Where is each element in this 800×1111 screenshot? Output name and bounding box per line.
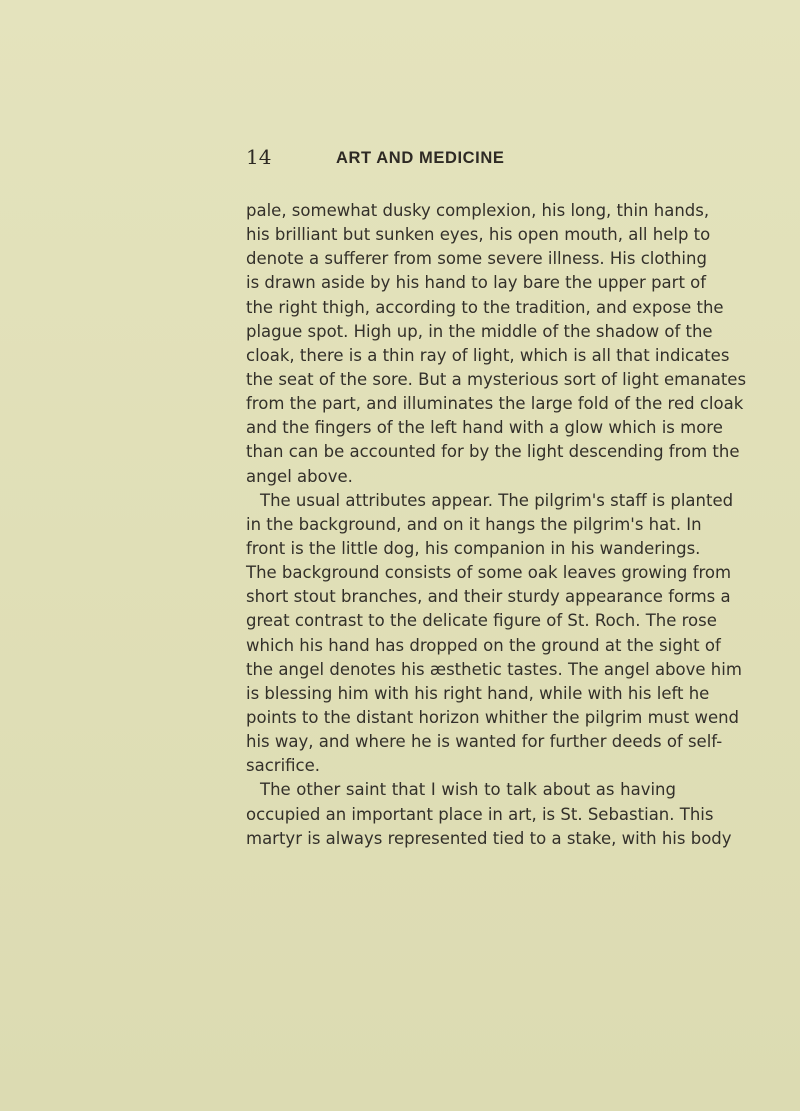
text-line: the seat of the sore. But a mysterious sort of light emanates — [246, 369, 747, 389]
text-line: pale, somewhat dusky complexion, his long, thin hands, — [246, 201, 710, 220]
text-line: The usual attributes appear. The pilgrim's staff is planted — [260, 490, 734, 510]
text-line: sacrifice. — [246, 756, 321, 776]
text-line: angel above. — [246, 466, 353, 486]
text-line: occupied an important place in art, is St. Sebastian. This — [246, 804, 714, 824]
text-line: martyr is always represented tied to a stake, with his body — [246, 828, 732, 848]
text-line: is drawn aside by his hand to lay bare the upper part of — [246, 273, 707, 293]
text-line: points to the distant horizon whither the pilgrim must wend — [246, 707, 740, 727]
paragraph — [246, 199, 747, 489]
text-line: great contrast to the delicate figure of St. Roch. The rose — [246, 611, 717, 631]
text-line: denote a sufferer from some severe illness. His clothing — [246, 249, 707, 269]
text-line: which his hand has dropped on the ground at the sight of — [246, 635, 721, 655]
page-number: 14 — [246, 145, 272, 169]
paragraph — [246, 778, 732, 850]
running-head: ART AND MEDICINE — [336, 149, 505, 167]
paragraph — [246, 489, 742, 779]
text-line: The other saint that I wish to talk about as having — [260, 780, 676, 800]
text-line: short stout branches, and their sturdy appearance forms a — [246, 587, 731, 607]
text-line: than can be accounted for by the light descending from the — [246, 442, 740, 462]
text-line: in the background, and on it hangs the pilgrim's hat. In — [246, 514, 702, 534]
text-line: his brilliant but sunken eyes, his open mouth, all help to — [246, 225, 711, 245]
text-line: front is the little dog, his companion in his wanderings. — [246, 538, 701, 558]
text-line: The background consists of some oak leaves growing from — [246, 563, 732, 583]
text-line: from the part, and illuminates the large fold of the red cloak — [246, 394, 744, 414]
text-line: and the fingers of the left hand with a glow which is more — [246, 418, 723, 438]
text-line: is blessing him with his right hand, while with his left he — [246, 683, 710, 703]
text-line: the angel denotes his æsthetic tastes. The angel above him — [246, 659, 742, 679]
text-line: cloak, there is a thin ray of light, which is all that indicates — [246, 345, 730, 365]
body-text — [246, 199, 747, 851]
text-line: plague spot. High up, in the middle of the shadow of the — [246, 321, 713, 341]
text-line: the right thigh, according to the tradition, and expose the — [246, 297, 724, 317]
page-header — [246, 145, 646, 175]
text-line: his way, and where he is wanted for further deeds of self- — [246, 732, 723, 752]
